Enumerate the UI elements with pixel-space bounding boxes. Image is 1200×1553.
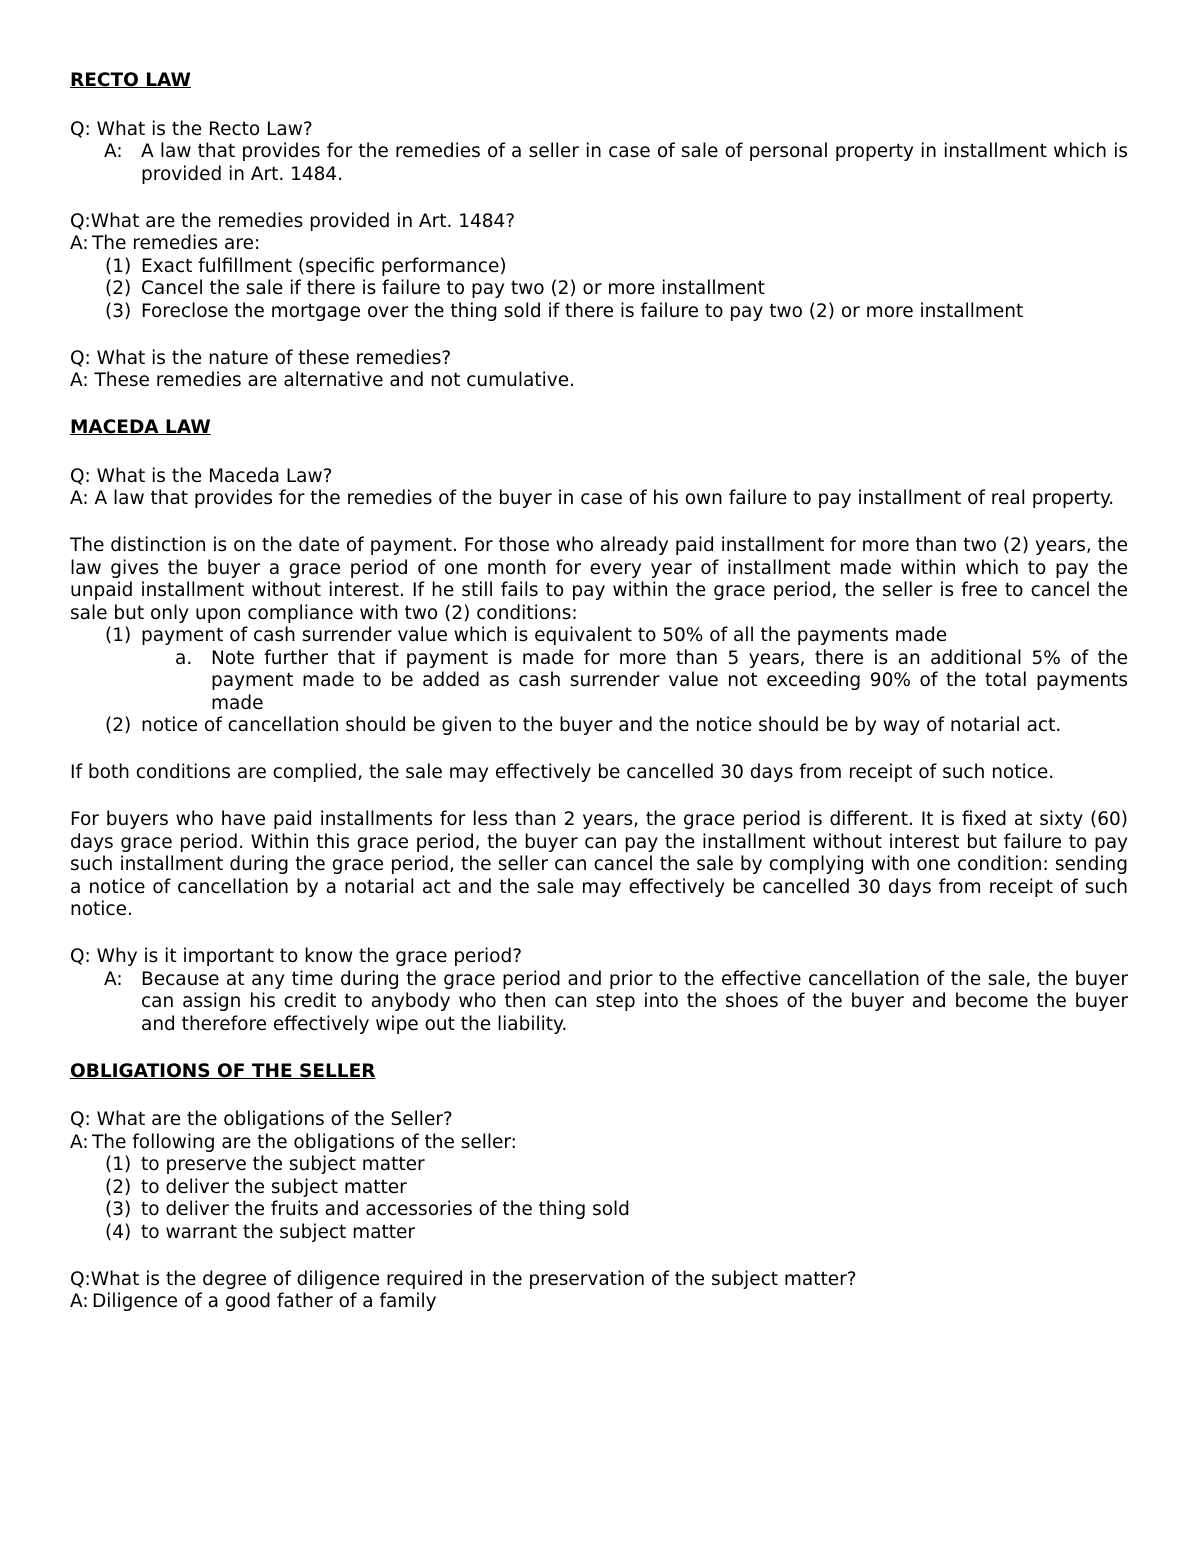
list-text: Exact fulfillment (specific performance) xyxy=(141,255,507,277)
answer-label: A: xyxy=(70,233,89,254)
list-item xyxy=(105,1222,1128,1245)
list-item xyxy=(105,715,1128,738)
list-item xyxy=(105,301,1128,324)
list-number: (1) xyxy=(105,625,132,646)
list-item xyxy=(105,278,1128,301)
paragraph-conditions-complied: If both conditions are complied, the sale may effectively be cancelled 30 days from receipt of such notice. xyxy=(70,762,1055,783)
list-text: to deliver the subject matter xyxy=(141,1176,407,1198)
answer-grace-period xyxy=(70,969,1128,1037)
list-number: (4) xyxy=(105,1221,132,1243)
answer-text: The remedies are: xyxy=(92,233,261,254)
answer-label: A: xyxy=(70,1131,89,1153)
answer-label: A: xyxy=(104,968,123,990)
list-text: Cancel the sale if there is failure to pay two (2) or more installment xyxy=(141,278,765,299)
question-recto-law: Q: What is the Recto Law? xyxy=(70,118,313,140)
conditions-list-continued xyxy=(70,715,1128,738)
answer-text: Diligence of a good father of a family xyxy=(92,1291,437,1312)
answer-recto-law xyxy=(70,141,1128,186)
answer-nature-of-remedies: A: These remedies are alternative and not cumulative. xyxy=(70,370,575,391)
list-item xyxy=(105,1199,1128,1222)
question-grace-period: Q: Why is it important to know the grace period? xyxy=(70,946,523,967)
answer-maceda-law: A: A law that provides for the remedies of the buyer in case of his own failure to pay installment of real property. xyxy=(70,488,1115,509)
answer-text: Because at any time during the grace period and prior to the effective cancellation of the sale, the buyer can assign his credit to anybody who then can step into the shoes of the buyer and become the buyer and therefore effectively wipe out the liability. xyxy=(141,968,1128,1035)
list-item xyxy=(105,1154,1128,1177)
list-text: Foreclose the mortgage over the thing sold if there is failure to pay two (2) or more installment xyxy=(141,300,1024,322)
answer-remedies xyxy=(70,233,1128,256)
list-number: (2) xyxy=(105,715,132,736)
list-number: (1) xyxy=(105,1154,132,1175)
sub-list-item xyxy=(175,648,1128,716)
list-number: (1) xyxy=(105,255,132,277)
document-page xyxy=(70,70,1128,1314)
answer-text: The following are the obligations of the seller: xyxy=(92,1131,517,1153)
list-number: (2) xyxy=(105,1176,132,1198)
question-obligations: Q: What are the obligations of the Seller? xyxy=(70,1109,453,1130)
sub-list-text: Note further that if payment is made for more than 5 years, there is an additional 5% of the payment made to be added as cash surrender value not exceeding 90% of the total payments made xyxy=(211,647,1128,714)
question-diligence: Q:What is the degree of diligence required in the preservation of the subject matter? xyxy=(70,1268,857,1290)
list-number: (3) xyxy=(105,300,132,322)
section-heading-maceda-law: MACEDA LAW xyxy=(70,417,211,438)
list-text: payment of cash surrender value which is equivalent to 50% of all the payments made xyxy=(141,625,948,646)
sub-list-label: a. xyxy=(175,647,193,669)
answer-obligations xyxy=(70,1132,1128,1155)
answer-label: A: xyxy=(104,141,123,162)
list-item xyxy=(105,625,1128,648)
list-text: to warrant the subject matter xyxy=(141,1221,416,1243)
question-nature-of-remedies: Q: What is the nature of these remedies? xyxy=(70,347,452,369)
list-number: (3) xyxy=(105,1199,132,1220)
list-text: notice of cancellation should be given to the buyer and the notice should be by way of notarial act. xyxy=(141,715,1062,736)
list-text: to deliver the fruits and accessories of the thing sold xyxy=(141,1199,630,1220)
list-item xyxy=(105,1177,1128,1200)
list-item xyxy=(105,256,1128,279)
section-heading-obligations: OBLIGATIONS OF THE SELLER xyxy=(70,1060,376,1082)
obligations-list xyxy=(70,1154,1128,1244)
sub-list xyxy=(70,648,1128,716)
list-number: (2) xyxy=(105,278,132,299)
remedies-list xyxy=(70,256,1128,324)
question-maceda-law: Q: What is the Maceda Law? xyxy=(70,465,333,487)
answer-label: A: xyxy=(70,1291,89,1312)
conditions-list xyxy=(70,625,1128,648)
answer-diligence xyxy=(70,1291,1128,1314)
paragraph-distinction: The distinction is on the date of payment. For those who already paid installment for more than two (2) years, the law gives the buyer a grace period of one month for every year of installment made within which to pay the unpaid installment without interest. If he still fails to pay within the grace period, the seller is free to cancel the sale but only upon compliance with two (2) conditions: xyxy=(70,535,1128,624)
paragraph-less-than-two-years: For buyers who have paid installments for less than 2 years, the grace period is different. It is fixed at sixty (60) days grace period. Within this grace period, the buyer can pay the installment without interest but failure to pay such installment during the grace period, the seller can cancel the sale by complying with one condition: sending a notice of cancellation by a notarial act and the sale may effectively be cancelled 30 days from receipt of such notice. xyxy=(70,809,1128,920)
answer-text: A law that provides for the remedies of a seller in case of sale of personal property in installment which is provided in Art. 1484. xyxy=(141,141,1128,185)
section-heading-recto-law: RECTO LAW xyxy=(70,70,191,91)
list-text: to preserve the subject matter xyxy=(141,1154,425,1175)
question-remedies: Q:What are the remedies provided in Art. 1484? xyxy=(70,210,516,232)
